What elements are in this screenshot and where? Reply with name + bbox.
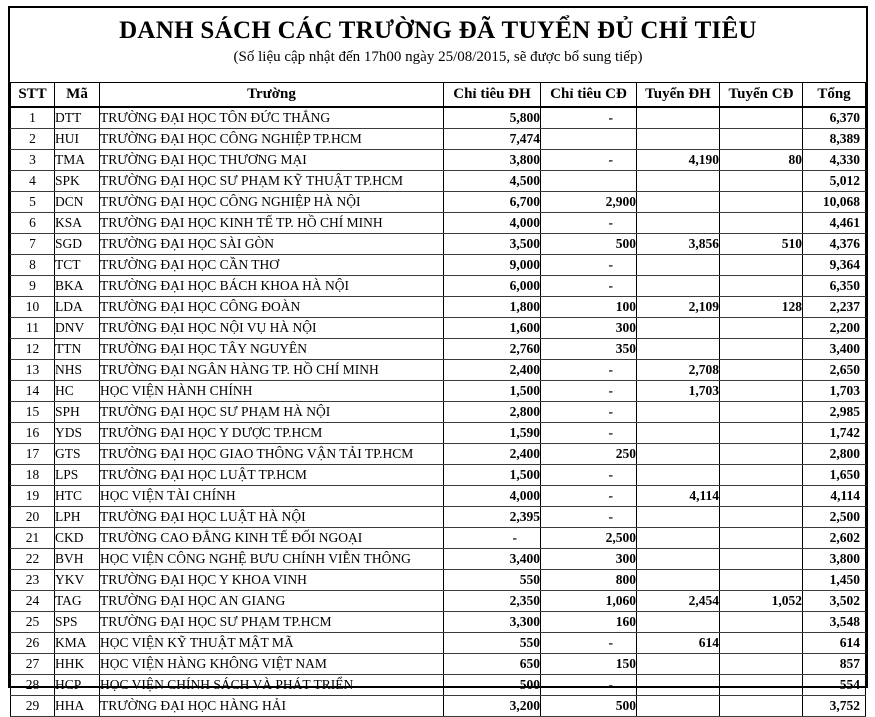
cell-stt: 6 — [11, 213, 55, 234]
cell-school: TRƯỜNG ĐẠI HỌC CÔNG NGHIỆP TP.HCM — [100, 129, 444, 150]
cell-total: 5,012 — [803, 171, 866, 192]
cell-stt: 10 — [11, 297, 55, 318]
table-row — [11, 402, 866, 423]
cell-code: DCN — [55, 192, 100, 213]
table-row — [11, 297, 866, 318]
cell-admitted-college: 80 — [720, 150, 803, 171]
cell-quota-university: 5,800 — [444, 107, 541, 129]
cell-code: HUI — [55, 129, 100, 150]
cell-admitted-university: 2,109 — [637, 297, 720, 318]
table-row — [11, 381, 866, 402]
cell-total: 9,364 — [803, 255, 866, 276]
cell-code: LPS — [55, 465, 100, 486]
cell-total: 1,742 — [803, 423, 866, 444]
cell-quota-college: - — [541, 276, 637, 297]
cell-stt: 12 — [11, 339, 55, 360]
cell-stt: 17 — [11, 444, 55, 465]
cell-quota-university: 3,400 — [444, 549, 541, 570]
cell-quota-college — [541, 171, 637, 192]
cell-stt: 22 — [11, 549, 55, 570]
header-code: Mã — [55, 83, 100, 108]
cell-admitted-university: 2,708 — [637, 360, 720, 381]
cell-admitted-college — [720, 339, 803, 360]
table-row — [11, 213, 866, 234]
cell-quota-university: 2,400 — [444, 444, 541, 465]
cell-admitted-university — [637, 318, 720, 339]
cell-code: HHK — [55, 654, 100, 675]
cell-school: TRƯỜNG ĐẠI HỌC SƯ PHẠM HÀ NỘI — [100, 402, 444, 423]
cell-quota-college: - — [541, 107, 637, 129]
cell-stt: 24 — [11, 591, 55, 612]
cell-admitted-university — [637, 107, 720, 129]
cell-total: 2,200 — [803, 318, 866, 339]
cell-school: TRƯỜNG ĐẠI HỌC SƯ PHẠM TP.HCM — [100, 612, 444, 633]
cell-admitted-college: 1,052 — [720, 591, 803, 612]
header-school: Trường — [100, 83, 444, 108]
cell-school: TRƯỜNG ĐẠI HỌC BÁCH KHOA HÀ NỘI — [100, 276, 444, 297]
cell-admitted-university — [637, 171, 720, 192]
cell-quota-college — [541, 129, 637, 150]
table-row — [11, 549, 866, 570]
cell-quota-college: - — [541, 507, 637, 528]
cell-code: YDS — [55, 423, 100, 444]
cell-quota-college: 300 — [541, 318, 637, 339]
cell-quota-university: 6,000 — [444, 276, 541, 297]
table-row — [11, 255, 866, 276]
cell-admitted-college — [720, 486, 803, 507]
cell-admitted-university — [637, 528, 720, 549]
cell-quota-university: 3,500 — [444, 234, 541, 255]
cell-total: 1,703 — [803, 381, 866, 402]
table-row — [11, 486, 866, 507]
cell-admitted-college — [720, 276, 803, 297]
cell-quota-college: 2,900 — [541, 192, 637, 213]
cell-code: HCP — [55, 675, 100, 696]
cell-school: HỌC VIỆN HÀNH CHÍNH — [100, 381, 444, 402]
cell-stt: 3 — [11, 150, 55, 171]
table-row — [11, 360, 866, 381]
cell-admitted-university: 2,454 — [637, 591, 720, 612]
cell-code: TAG — [55, 591, 100, 612]
cell-admitted-college — [720, 465, 803, 486]
cell-admitted-college — [720, 192, 803, 213]
cell-total: 857 — [803, 654, 866, 675]
cell-code: SPK — [55, 171, 100, 192]
cell-quota-college: 150 — [541, 654, 637, 675]
cell-admitted-college — [720, 360, 803, 381]
table-row — [11, 150, 866, 171]
cell-school: TRƯỜNG ĐẠI HỌC TÂY NGUYÊN — [100, 339, 444, 360]
cell-school: TRƯỜNG ĐẠI HỌC Y DƯỢC TP.HCM — [100, 423, 444, 444]
cell-admitted-college — [720, 570, 803, 591]
cell-school: TRƯỜNG ĐẠI HỌC LUẬT TP.HCM — [100, 465, 444, 486]
table-row — [11, 528, 866, 549]
table-row — [11, 465, 866, 486]
cell-code: TMA — [55, 150, 100, 171]
cell-admitted-university — [637, 339, 720, 360]
cell-school: TRƯỜNG ĐẠI HỌC GIAO THÔNG VẬN TẢI TP.HCM — [100, 444, 444, 465]
cell-admitted-university — [637, 444, 720, 465]
cell-quota-university: 4,500 — [444, 171, 541, 192]
table-row — [11, 171, 866, 192]
cell-total: 4,461 — [803, 213, 866, 234]
cell-quota-university: 4,000 — [444, 486, 541, 507]
document-frame — [8, 6, 868, 713]
cell-admitted-college — [720, 654, 803, 675]
cell-total: 554 — [803, 675, 866, 696]
cell-quota-university: 3,200 — [444, 696, 541, 717]
cell-admitted-university — [637, 423, 720, 444]
cell-code: TTN — [55, 339, 100, 360]
cell-quota-university: 2,400 — [444, 360, 541, 381]
table-row — [11, 633, 866, 654]
cell-total: 2,500 — [803, 507, 866, 528]
cell-total: 3,400 — [803, 339, 866, 360]
cell-quota-college: 350 — [541, 339, 637, 360]
cell-admitted-university — [637, 675, 720, 696]
cell-code: SPH — [55, 402, 100, 423]
cell-total: 2,650 — [803, 360, 866, 381]
table-row — [11, 129, 866, 150]
cell-admitted-university: 1,703 — [637, 381, 720, 402]
cell-admitted-university — [637, 276, 720, 297]
cell-quota-university: 4,000 — [444, 213, 541, 234]
cell-school: HỌC VIỆN KỸ THUẬT MẬT MÃ — [100, 633, 444, 654]
cell-quota-university: - — [444, 528, 541, 549]
table-row — [11, 654, 866, 675]
table-row — [11, 675, 866, 696]
cell-quota-university: 2,800 — [444, 402, 541, 423]
cell-quota-college: 250 — [541, 444, 637, 465]
cell-school: TRƯỜNG ĐẠI NGÂN HÀNG TP. HỒ CHÍ MINH — [100, 360, 444, 381]
table-row — [11, 234, 866, 255]
table-row — [11, 318, 866, 339]
cell-school: TRƯỜNG ĐẠI HỌC SƯ PHẠM KỸ THUẬT TP.HCM — [100, 171, 444, 192]
cell-admitted-university: 4,114 — [637, 486, 720, 507]
cell-quota-university: 1,800 — [444, 297, 541, 318]
cell-school: TRƯỜNG ĐẠI HỌC THƯƠNG MẠI — [100, 150, 444, 171]
cell-admitted-university: 3,856 — [637, 234, 720, 255]
cell-quota-university: 650 — [444, 654, 541, 675]
cell-code: DNV — [55, 318, 100, 339]
cell-school: TRƯỜNG ĐẠI HỌC CẦN THƠ — [100, 255, 444, 276]
cell-quota-college: - — [541, 402, 637, 423]
cell-admitted-college — [720, 612, 803, 633]
cell-school: TRƯỜNG ĐẠI HỌC NỘI VỤ HÀ NỘI — [100, 318, 444, 339]
cell-quota-college: - — [541, 255, 637, 276]
cell-total: 10,068 — [803, 192, 866, 213]
table-row — [11, 107, 866, 129]
cell-admitted-college — [720, 549, 803, 570]
cell-quota-university: 3,300 — [444, 612, 541, 633]
header-admitted-university: Tuyển ĐH — [637, 83, 720, 108]
table-row — [11, 612, 866, 633]
cell-admitted-college — [720, 381, 803, 402]
cell-admitted-college — [720, 171, 803, 192]
header-stt: STT — [11, 83, 55, 108]
cell-admitted-university — [637, 255, 720, 276]
cell-code: BKA — [55, 276, 100, 297]
cell-stt: 18 — [11, 465, 55, 486]
cell-admitted-college: 128 — [720, 297, 803, 318]
table-row — [11, 192, 866, 213]
cell-total: 4,330 — [803, 150, 866, 171]
cell-quota-university: 1,600 — [444, 318, 541, 339]
cell-quota-college: 1,060 — [541, 591, 637, 612]
cell-code: HC — [55, 381, 100, 402]
cell-stt: 27 — [11, 654, 55, 675]
cell-quota-college: - — [541, 486, 637, 507]
cell-school: TRƯỜNG ĐẠI HỌC CÔNG NGHIỆP HÀ NỘI — [100, 192, 444, 213]
cell-quota-college: 300 — [541, 549, 637, 570]
cell-total: 2,602 — [803, 528, 866, 549]
cell-admitted-university — [637, 549, 720, 570]
cell-stt: 2 — [11, 129, 55, 150]
cell-stt: 25 — [11, 612, 55, 633]
cell-total: 3,502 — [803, 591, 866, 612]
cell-quota-college: - — [541, 213, 637, 234]
cell-stt: 26 — [11, 633, 55, 654]
cell-quota-college: - — [541, 675, 637, 696]
table-row — [11, 339, 866, 360]
cell-stt: 1 — [11, 107, 55, 129]
header-quota-college: Chỉ tiêu CĐ — [541, 83, 637, 108]
cell-admitted-college — [720, 528, 803, 549]
cell-quota-university: 1,500 — [444, 465, 541, 486]
cell-code: BVH — [55, 549, 100, 570]
cell-total: 4,114 — [803, 486, 866, 507]
cell-total: 8,389 — [803, 129, 866, 150]
cell-code: YKV — [55, 570, 100, 591]
cell-school: TRƯỜNG ĐẠI HỌC KINH TẾ TP. HỒ CHÍ MINH — [100, 213, 444, 234]
cell-stt: 29 — [11, 696, 55, 717]
cell-admitted-college — [720, 444, 803, 465]
table-row — [11, 507, 866, 528]
cell-quota-university: 2,350 — [444, 591, 541, 612]
cell-admitted-university — [637, 213, 720, 234]
cell-code: HTC — [55, 486, 100, 507]
cell-code: SPS — [55, 612, 100, 633]
cell-admitted-university — [637, 570, 720, 591]
cell-stt: 5 — [11, 192, 55, 213]
cell-admitted-university — [637, 507, 720, 528]
cell-total: 3,548 — [803, 612, 866, 633]
table-row — [11, 423, 866, 444]
cell-admitted-university: 614 — [637, 633, 720, 654]
cell-code: GTS — [55, 444, 100, 465]
cell-admitted-college — [720, 318, 803, 339]
cell-quota-university: 2,760 — [444, 339, 541, 360]
cell-code: KSA — [55, 213, 100, 234]
cell-quota-college: 160 — [541, 612, 637, 633]
header-admitted-college: Tuyển CĐ — [720, 83, 803, 108]
cell-quota-college: 800 — [541, 570, 637, 591]
admissions-table-wrap — [10, 82, 866, 717]
cell-admitted-college — [720, 402, 803, 423]
cell-admitted-college — [720, 423, 803, 444]
cell-quota-university: 9,000 — [444, 255, 541, 276]
cell-admitted-university — [637, 129, 720, 150]
cell-total: 6,370 — [803, 107, 866, 129]
page-subtitle: (Số liệu cập nhật đến 17h00 ngày 25/08/2015, sẽ được bổ sung tiếp) — [233, 49, 643, 65]
table-body — [11, 107, 866, 717]
table-row — [11, 444, 866, 465]
table-row — [11, 591, 866, 612]
cell-total: 6,350 — [803, 276, 866, 297]
cell-stt: 20 — [11, 507, 55, 528]
table-header-row — [11, 83, 866, 108]
cell-admitted-college — [720, 213, 803, 234]
cell-school: TRƯỜNG ĐẠI HỌC SÀI GÒN — [100, 234, 444, 255]
cell-stt: 11 — [11, 318, 55, 339]
cell-quota-college: - — [541, 150, 637, 171]
cell-quota-college: 100 — [541, 297, 637, 318]
cell-admitted-college — [720, 696, 803, 717]
header-quota-university: Chỉ tiêu ĐH — [444, 83, 541, 108]
cell-quota-college: - — [541, 360, 637, 381]
cell-total: 2,800 — [803, 444, 866, 465]
cell-code: CKD — [55, 528, 100, 549]
cell-stt: 14 — [11, 381, 55, 402]
cell-school: HỌC VIỆN CÔNG NGHỆ BƯU CHÍNH VIỄN THÔNG — [100, 549, 444, 570]
cell-school: HỌC VIỆN TÀI CHÍNH — [100, 486, 444, 507]
cell-quota-college: - — [541, 423, 637, 444]
cell-admitted-university — [637, 654, 720, 675]
cell-stt: 4 — [11, 171, 55, 192]
cell-quota-university: 1,590 — [444, 423, 541, 444]
cell-quota-university: 500 — [444, 675, 541, 696]
cell-code: KMA — [55, 633, 100, 654]
cell-stt: 28 — [11, 675, 55, 696]
admissions-table — [10, 82, 866, 717]
cell-stt: 19 — [11, 486, 55, 507]
cell-code: DTT — [55, 107, 100, 129]
cell-quota-college: 500 — [541, 696, 637, 717]
cell-quota-university: 2,395 — [444, 507, 541, 528]
cell-admitted-university — [637, 465, 720, 486]
page-title: DANH SÁCH CÁC TRƯỜNG ĐÃ TUYỂN ĐỦ CHỈ TIÊU — [119, 17, 757, 44]
cell-stt: 21 — [11, 528, 55, 549]
cell-code: TCT — [55, 255, 100, 276]
cell-admitted-college: 510 — [720, 234, 803, 255]
cell-stt: 16 — [11, 423, 55, 444]
table-header — [11, 83, 866, 108]
cell-admitted-college — [720, 633, 803, 654]
cell-admitted-college — [720, 255, 803, 276]
cell-total: 3,800 — [803, 549, 866, 570]
cell-code: HHA — [55, 696, 100, 717]
cell-admitted-university — [637, 696, 720, 717]
cell-quota-university: 3,800 — [444, 150, 541, 171]
cell-quota-college: 2,500 — [541, 528, 637, 549]
cell-school: TRƯỜNG CAO ĐẲNG KINH TẾ ĐỐI NGOẠI — [100, 528, 444, 549]
cell-quota-college: - — [541, 633, 637, 654]
cell-stt: 9 — [11, 276, 55, 297]
header-total: Tổng — [803, 83, 866, 108]
table-row — [11, 276, 866, 297]
cell-quota-university: 6,700 — [444, 192, 541, 213]
cell-code: NHS — [55, 360, 100, 381]
table-row — [11, 696, 866, 717]
title-block — [10, 8, 866, 82]
cell-stt: 23 — [11, 570, 55, 591]
cell-quota-university: 550 — [444, 570, 541, 591]
cell-code: SGD — [55, 234, 100, 255]
cell-total: 1,650 — [803, 465, 866, 486]
cell-total: 614 — [803, 633, 866, 654]
cell-quota-college: - — [541, 465, 637, 486]
cell-quota-university: 1,500 — [444, 381, 541, 402]
cell-stt: 15 — [11, 402, 55, 423]
cell-quota-college: - — [541, 381, 637, 402]
cell-admitted-college — [720, 107, 803, 129]
cell-school: TRƯỜNG ĐẠI HỌC Y KHOA VINH — [100, 570, 444, 591]
cell-school: HỌC VIỆN CHÍNH SÁCH VÀ PHÁT TRIỂN — [100, 675, 444, 696]
cell-school: TRƯỜNG ĐẠI HỌC HÀNG HẢI — [100, 696, 444, 717]
cell-code: LPH — [55, 507, 100, 528]
cell-code: LDA — [55, 297, 100, 318]
cell-total: 2,985 — [803, 402, 866, 423]
cell-admitted-university: 4,190 — [637, 150, 720, 171]
cell-total: 3,752 — [803, 696, 866, 717]
cell-admitted-college — [720, 507, 803, 528]
cell-admitted-university — [637, 402, 720, 423]
table-row — [11, 570, 866, 591]
cell-admitted-college — [720, 129, 803, 150]
cell-total: 1,450 — [803, 570, 866, 591]
cell-school: TRƯỜNG ĐẠI HỌC LUẬT HÀ NỘI — [100, 507, 444, 528]
cell-stt: 8 — [11, 255, 55, 276]
cell-stt: 7 — [11, 234, 55, 255]
cell-school: TRƯỜNG ĐẠI HỌC CÔNG ĐOÀN — [100, 297, 444, 318]
cell-admitted-university — [637, 192, 720, 213]
cell-total: 2,237 — [803, 297, 866, 318]
cell-quota-university: 7,474 — [444, 129, 541, 150]
cell-total: 4,376 — [803, 234, 866, 255]
cell-admitted-university — [637, 612, 720, 633]
cell-school: TRƯỜNG ĐẠI HỌC TÔN ĐỨC THẮNG — [100, 107, 444, 129]
cell-stt: 13 — [11, 360, 55, 381]
cell-school: TRƯỜNG ĐẠI HỌC AN GIANG — [100, 591, 444, 612]
cell-school: HỌC VIỆN HÀNG KHÔNG VIỆT NAM — [100, 654, 444, 675]
cell-quota-university: 550 — [444, 633, 541, 654]
cell-quota-college: 500 — [541, 234, 637, 255]
cell-admitted-college — [720, 675, 803, 696]
